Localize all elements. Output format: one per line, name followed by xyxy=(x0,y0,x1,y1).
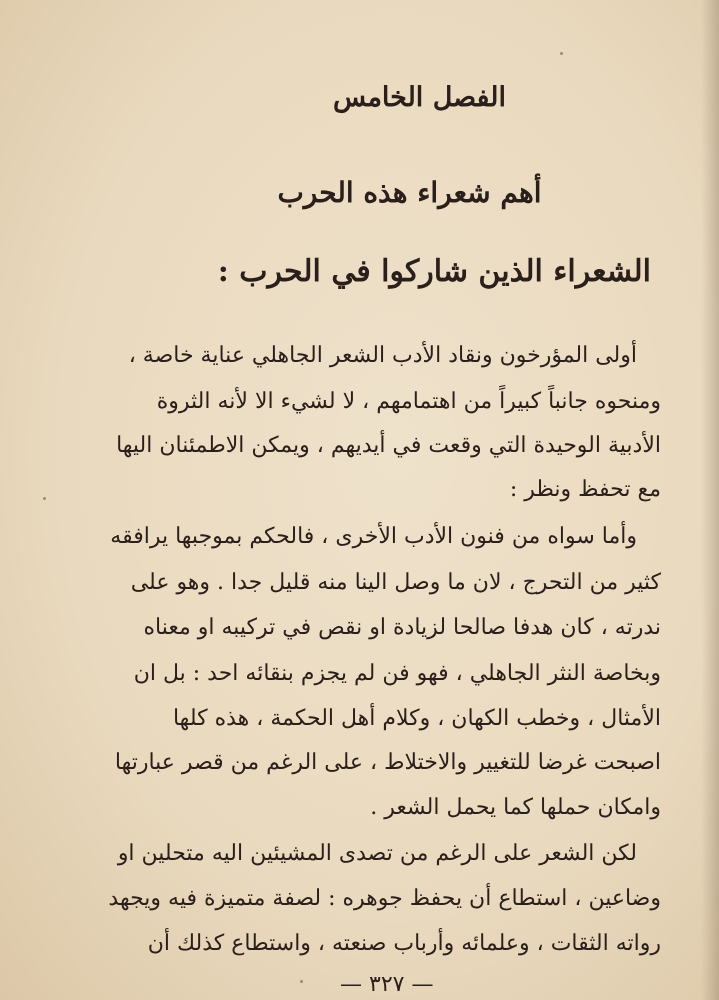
body-line-11: وامكان حملها كما يحمل الشعر . xyxy=(370,795,661,820)
body-line-5: وأما سواه من فنون الأدب الأخرى ، فالحكم بموجبها يرافقه xyxy=(110,524,637,549)
paper-speck xyxy=(560,52,563,55)
body-line-7: ندرته ، كان هدفا صالحا لزيادة او نقص في تركيبه او معناه xyxy=(143,615,661,640)
section-heading: الشعراء الذين شاركوا في الحرب : xyxy=(217,254,651,289)
body-line-10: اصبحت غرضا للتغيير والاختلاط ، على الرغم من قصر عبارتها xyxy=(114,750,661,775)
body-line-6: كثير من التحرج ، لان ما وصل الينا منه قليل جدا . وهو على xyxy=(130,570,661,595)
body-line-3: الأدبية الوحيدة التي وقعت في أيديهم ، ويمكن الاطمئنان اليها xyxy=(116,433,661,458)
body-line-13: وضاعين ، استطاع أن يحفظ جوهره : لصفة متميزة فيه ويجهد xyxy=(108,886,661,911)
body-line-14: رواته الثقات ، وعلمائه وأرباب صنعته ، واستطاع كذلك أن xyxy=(147,931,661,956)
page-number: — ٣٢٧ — xyxy=(340,972,434,997)
paper-speck xyxy=(43,497,46,500)
body-line-1: أولى المؤرخون ونقاد الأدب الشعر الجاهلي عناية خاصة ، xyxy=(128,343,637,368)
body-line-12: لكن الشعر على الرغم من تصدى المشيئين اليه متحلين او xyxy=(117,841,637,866)
page-edge-shadow xyxy=(701,0,719,1000)
chapter-title: الفصل الخامس xyxy=(333,82,506,113)
chapter-subtitle: أهم شعراء هذه الحرب xyxy=(277,176,542,209)
body-line-9: الأمثال ، وخطب الكهان ، وكلام أهل الحكمة ، هذه كلها xyxy=(172,706,661,731)
body-line-4: مع تحفظ ونظر : xyxy=(509,477,661,502)
body-line-2: ومنحوه جانباً كبيراً من اهتمامهم ، لا لشيء الا لأنه الثروة xyxy=(156,389,661,414)
paper-speck xyxy=(300,980,303,983)
body-line-8: وبخاصة النثر الجاهلي ، فهو فن لم يجزم بنقائه احد : بل ان xyxy=(133,661,661,686)
